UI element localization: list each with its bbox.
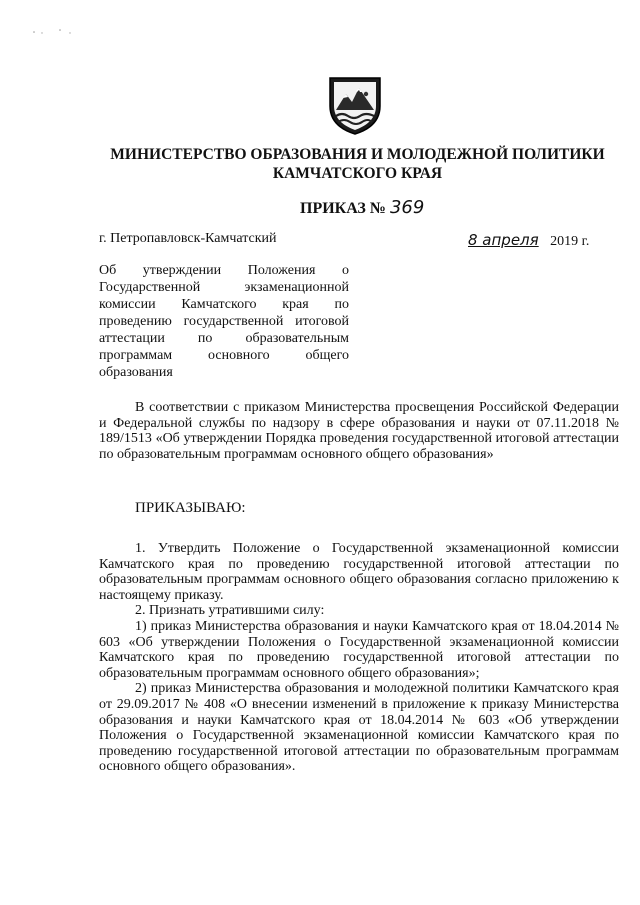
ministry-header: [80, 145, 635, 183]
order-items: [99, 541, 619, 775]
order-label: ПРИКАЗ №: [300, 200, 386, 217]
order-subject: Об утверждении Положения о Государственной экзаменационной комиссии Камчатского края по проведению государственной итоговой аттестации по образовательным программам основного общего образования: [99, 263, 349, 380]
date-handwritten: 8 апреля: [468, 231, 539, 249]
kamchatka-emblem-icon: [326, 72, 384, 136]
order-item: 1) приказ Министерства образования и науки Камчатского края от 18.04.2014 № 603 «Об утверждении Положения о Государственной экзаменационной комиссии Камчатского края по проведению государственной итоговой аттестации по образовательным программам основного общего образования»;: [99, 618, 619, 681]
order-item: 1. Утвердить Положение о Государственной экзаменационной комиссии Камчатского края по проведению государственной итоговой аттестации по образовательным программам основного общего образования согласно приложению к настоящему приказу.: [99, 541, 619, 603]
date-year: 2019 г.: [550, 234, 590, 249]
order-number: 369: [389, 197, 425, 218]
order-title: [300, 197, 424, 218]
order-item: 2) приказ Министерства образования и молодежной политики Камчатского края от 29.09.2017 № 408 «О внесении изменений в приложение к приказу Министерства образования и науки Камчатского края от 18.04.2014 № 603 «Об утверждении Положения о Государственной экзаменационной комиссии Камчатского края по проведению государственной итоговой аттестации по образовательным программам основного общего образования».: [99, 681, 619, 775]
preamble: [99, 400, 619, 462]
preamble-text: В соответствии с приказом Министерства просвещения Российской Федерации и Федеральной службы по надзору в сфере образования и науки от 07.11.2018 № 189/1513 «Об утверждении Порядка проведения государственной итоговой аттестации по образовательным программам основного общего образования»: [99, 400, 619, 462]
ministry-name-line2: КАМЧАТСКОГО КРАЯ: [272, 165, 443, 182]
order-directive: ПРИКАЗЫВАЮ:: [135, 500, 246, 516]
city-line: г. Петропавловск-Камчатский: [99, 231, 277, 246]
order-item: 2. Признать утратившими силу:: [135, 603, 325, 619]
date-line: [466, 231, 589, 250]
scan-artifact: [30, 24, 90, 38]
ministry-name-line1: МИНИСТЕРСТВО ОБРАЗОВАНИЯ И МОЛОДЕЖНОЙ ПОЛИТИКИ: [110, 146, 605, 163]
